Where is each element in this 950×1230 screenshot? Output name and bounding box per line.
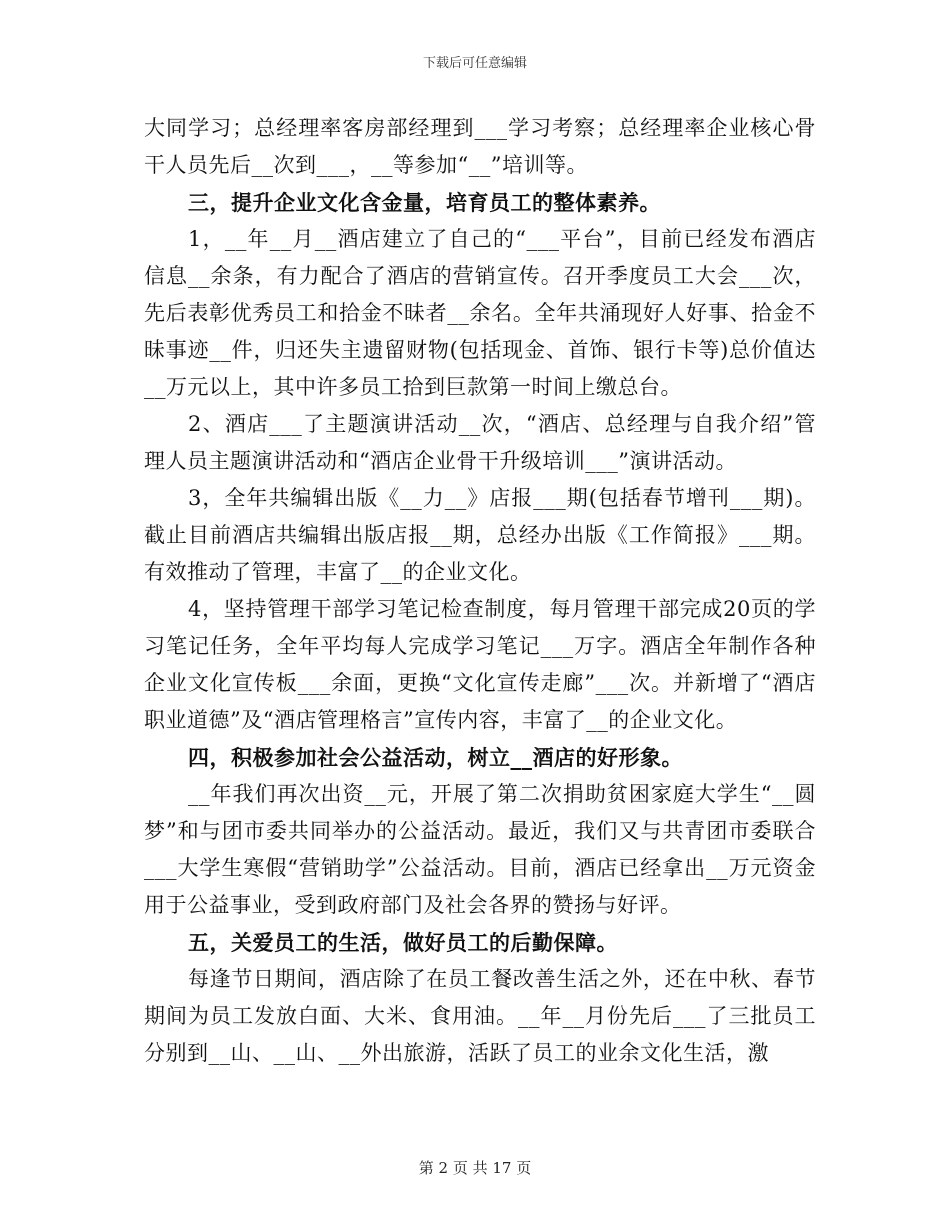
section-heading: 四，积极参加社会公益活动，树立__酒店的好形象。 [188, 745, 683, 770]
body-paragraph: 2、酒店___了主题演讲活动__次，“酒店、总经理与自我介绍”管理人员主题演讲活动和“酒店企业骨干升级培训___”演讲活动。 [144, 412, 816, 473]
body-paragraph: 4，坚持管理干部学习笔记检查制度，每月管理干部完成20页的学习笔记任务，全年平均每人完成学习笔记___万字。酒店全年制作各种企业文化宣传板___余面，更换“文化宣传走廊”___次。并新增了“酒店职业道德”及“酒店管理格言”宣传内容，丰富了__的企业文化。 [144, 597, 816, 732]
body-paragraph: 3，全年共编辑出版《__力__》店报___期(包括春节增刊___期)。截止目前酒店共编辑出版店报__期，总经办出版《工作简报》___期。有效推动了管理，丰富了__的企业文化。 [144, 486, 816, 584]
body-paragraph: 每逢节日期间，酒店除了在员工餐改善生活之外，还在中秋、春节期间为员工发放白面、大米、食用油。__年__月份先后___了三批员工分别到__山、__山、__外出旅游，活跃了员工的业余文化生活，激 [144, 967, 816, 1065]
document-body [144, 110, 816, 1072]
section-heading: 五，关爱员工的生活，做好员工的后勤保障。 [188, 930, 618, 955]
page-footer: 第 2 页 共 17 页 [418, 1159, 532, 1177]
body-paragraph: 大同学习；总经理率客房部经理到___学习考察；总经理率企业核心骨干人员先后__次到___，__等参加“__”培训等。 [144, 116, 816, 177]
page-header: 下载后可任意编辑 [422, 56, 527, 71]
body-paragraph: __年我们再次出资__元，开展了第二次捐助贫困家庭大学生“__圆梦”和与团市委共同举办的公益活动。最近，我们又与共青团市委联合___大学生寒假“营销助学”公益活动。目前，酒店已经拿出__万元资金用于公益事业，受到政府部门及社会各界的赞扬与好评。 [144, 782, 816, 917]
body-paragraph: 1，__年__月__酒店建立了自己的“___平台”，目前已经发布酒店信息__余条，有力配合了酒店的营销宣传。召开季度员工大会___次，先后表彰优秀员工和拾金不昧者__余名。全年共涌现好人好事、拾金不昧事迹__件，归还失主遗留财物(包括现金、首饰、银行卡等)总价值达__万元以上，其中许多员工拾到巨款第一时间上缴总台。 [144, 227, 816, 399]
section-heading: 三，提升企业文化含金量，培育员工的整体素养。 [188, 190, 661, 215]
